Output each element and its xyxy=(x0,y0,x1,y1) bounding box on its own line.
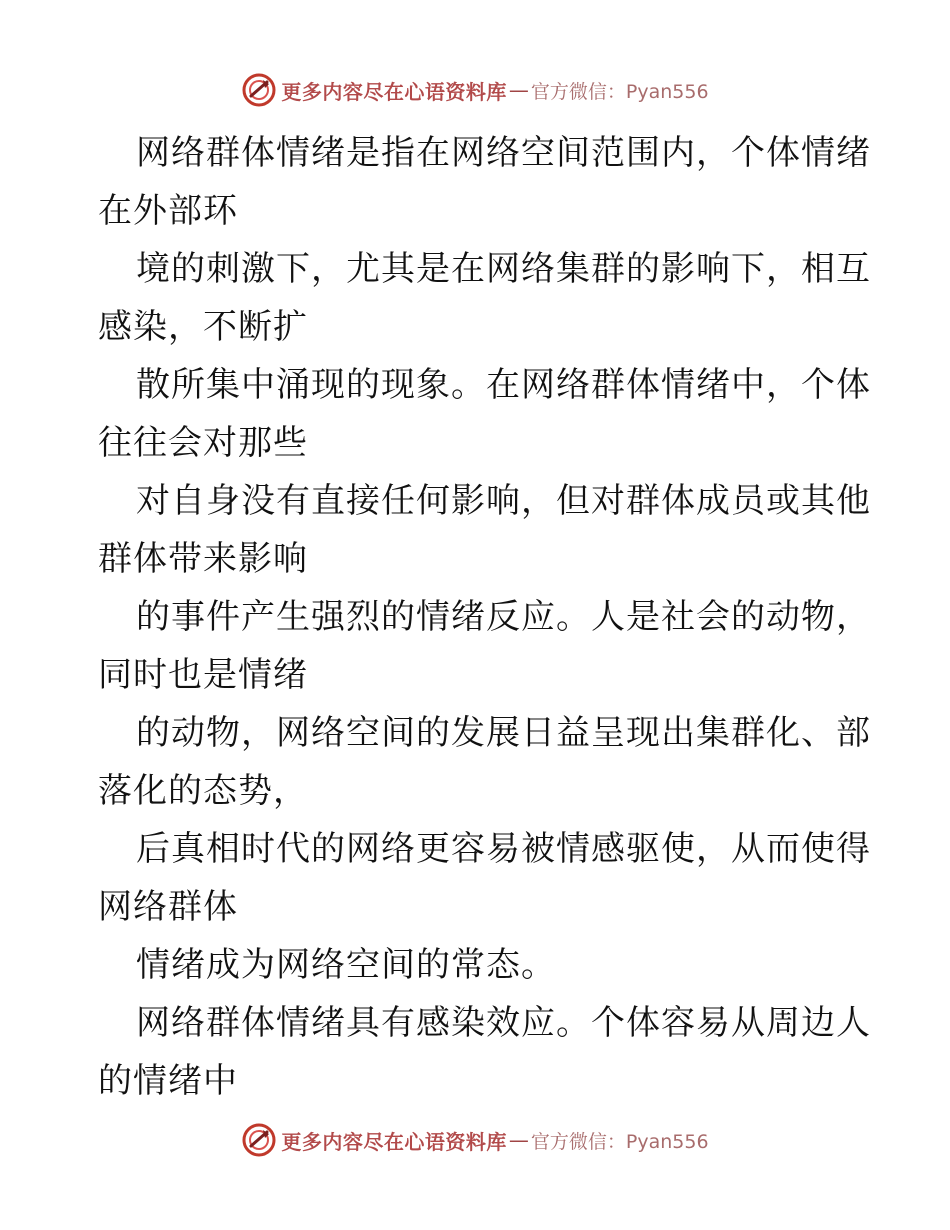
paragraph-first-line: 对自身没有直接任何影响，但对群体成员或其他 xyxy=(136,481,871,521)
footer-wechat: 官方微信：Pyan556 xyxy=(530,1130,709,1153)
paragraph-first-line: 网络群体情绪具有感染效应。个体容易从周边人 xyxy=(136,1003,871,1043)
paragraph xyxy=(98,240,871,356)
paragraph-continuation: 感染，不断扩 xyxy=(98,307,308,347)
paragraph xyxy=(98,472,871,588)
paragraph-continuation: 同时也是情绪 xyxy=(98,655,308,695)
paragraph-first-line: 情绪成为网络空间的常态。 xyxy=(136,945,556,985)
header-banner xyxy=(0,70,950,110)
paragraph-first-line: 的事件产生强烈的情绪反应。人是社会的动物， xyxy=(136,597,871,637)
paragraph xyxy=(98,356,871,472)
paragraph xyxy=(98,704,871,820)
paragraph-continuation: 网络群体 xyxy=(98,887,238,927)
footer-dash: — xyxy=(508,1128,529,1152)
paragraph-first-line: 散所集中涌现的现象。在网络群体情绪中，个体 xyxy=(136,365,871,405)
brand-logo-icon xyxy=(241,72,277,108)
header-title: 更多内容尽在心语资料库 xyxy=(281,79,507,104)
paragraph xyxy=(98,124,871,240)
paragraph xyxy=(98,994,871,1110)
paragraph xyxy=(98,820,871,936)
paragraph-continuation: 群体带来影响 xyxy=(98,539,308,579)
paragraph-first-line: 网络群体情绪是指在网络空间范围内，个体情绪 xyxy=(136,133,871,173)
paragraph-continuation: 的情绪中 xyxy=(98,1061,238,1101)
header-dash: — xyxy=(508,78,529,102)
paragraph-continuation: 落化的态势， xyxy=(98,771,308,811)
paragraph-continuation: 往往会对那些 xyxy=(98,423,308,463)
paragraph xyxy=(98,936,858,994)
paragraph-first-line: 境的刺激下，尤其是在网络集群的影响下，相互 xyxy=(136,249,871,289)
document-body xyxy=(98,124,871,1110)
paragraph-first-line: 后真相时代的网络更容易被情感驱使，从而使得 xyxy=(136,829,871,869)
brand-logo-icon xyxy=(241,1122,277,1158)
footer-title: 更多内容尽在心语资料库 xyxy=(281,1129,507,1154)
header-wechat: 官方微信：Pyan556 xyxy=(530,80,709,103)
paragraph xyxy=(98,588,871,704)
footer-banner xyxy=(0,1120,950,1160)
paragraph-continuation: 在外部环 xyxy=(98,191,238,231)
paragraph-first-line: 的动物，网络空间的发展日益呈现出集群化、部 xyxy=(136,713,871,753)
